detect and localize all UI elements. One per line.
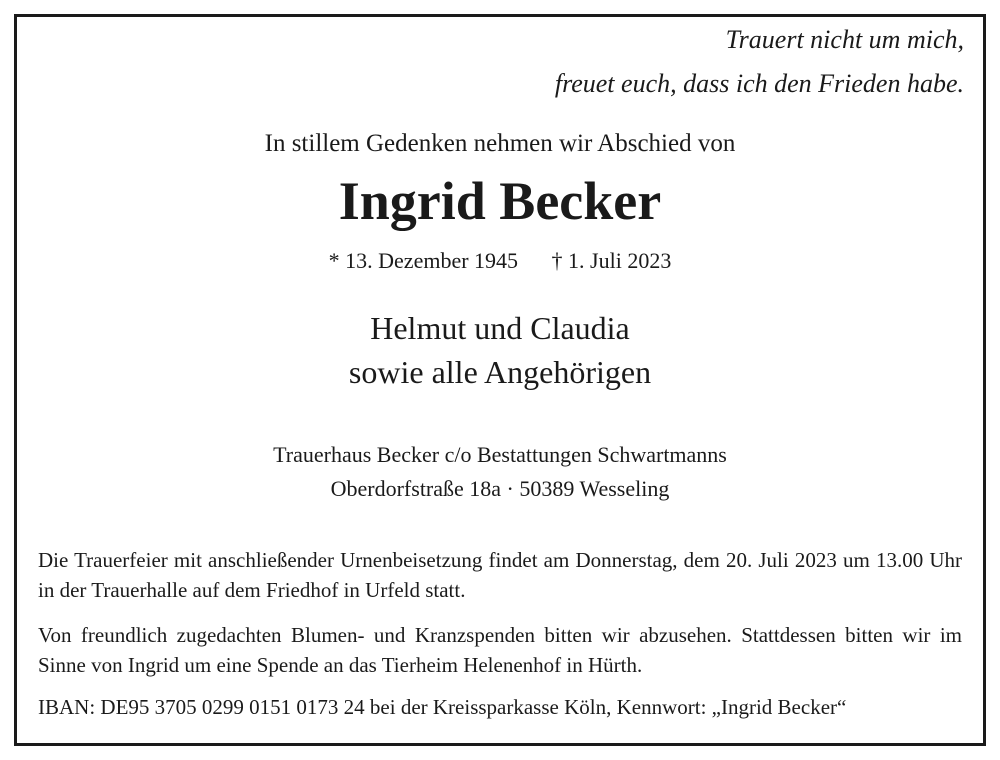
deceased-name: Ingrid Becker <box>338 171 662 231</box>
motto-quote <box>555 18 964 106</box>
iban-info: IBAN: DE95 3705 0299 0151 0173 24 bei der Kreissparkasse Köln, Kennwort: „Ingrid Becker“ <box>38 695 847 719</box>
intro-text: In stillem Gedenken nehmen wir Abschied von <box>264 130 736 157</box>
birth-date: * 13. Dezember 1945 <box>328 248 519 273</box>
donation-request: Von freundlich zugedachten Blumen- und Kranzspenden bitten wir abzusehen. Stattdessen bitten wir im Sinne von Ingrid um eine Spende an das Tierheim Helenenhof in Hürth. <box>38 623 962 677</box>
death-date: † 1. Juli 2023 <box>551 248 672 273</box>
life-dates <box>0 248 1000 274</box>
address-line-1: Trauerhaus Becker c/o Bestattungen Schwartmanns <box>273 442 727 467</box>
mourners <box>0 306 1000 394</box>
funeral-info: Die Trauerfeier mit anschließender Urnenbeisetzung findet am Donnerstag, dem 20. Juli 2023 um 13.00 Uhr in der Trauerhalle auf dem Friedhof in Urfeld statt. <box>38 548 962 602</box>
mourners-line-1: Helmut und Claudia <box>370 310 630 346</box>
motto-line-1: Trauert nicht um mich, <box>725 25 964 54</box>
mourners-line-2: sowie alle Angehörigen <box>348 354 652 390</box>
motto-line-2: freuet euch, dass ich den Frieden habe. <box>554 69 964 98</box>
address-line-2: Oberdorfstraße 18a · 50389 Wesseling <box>330 476 670 501</box>
mourning-address <box>0 438 1000 506</box>
